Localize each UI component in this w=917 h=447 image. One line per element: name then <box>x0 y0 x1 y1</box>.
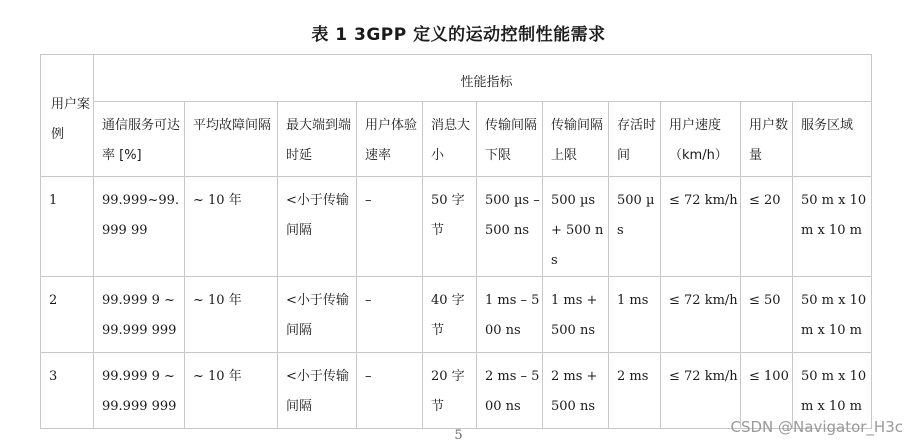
table-cell: 20 字节 <box>423 353 477 429</box>
table-cell: <小于传输间隔 <box>278 353 357 429</box>
table-cell: 1 ms – 500 ns <box>477 277 543 353</box>
table-cell: 2 ms – 500 ns <box>477 353 543 429</box>
case-number: 1 <box>41 177 94 277</box>
column-header: 用户体验速率 <box>357 102 423 177</box>
table-cell: 2 ms <box>609 353 661 429</box>
table-cell: 500 µs + 500 ns <box>543 177 609 277</box>
table-cell: ~ 10 年 <box>185 177 278 277</box>
table-cell: – <box>357 353 423 429</box>
table-cell: ≤ 100 <box>741 353 793 429</box>
table-cell: 2 ms + 500 ns <box>543 353 609 429</box>
table-cell: 50 m x 10 m x 10 m <box>793 353 872 429</box>
table-cell: 99.999 9 ~ 99.999 999 <box>94 277 185 353</box>
table-caption: 表 1 3GPP 定义的运动控制性能需求 <box>311 25 606 45</box>
table-cell: 50 字节 <box>423 177 477 277</box>
table-cell: <小于传输间隔 <box>278 177 357 277</box>
column-header: 存活时间 <box>609 102 661 177</box>
table-cell: 1 ms <box>609 277 661 353</box>
watermark: CSDN @Navigator_H3c <box>730 418 903 436</box>
table-cell: 500 µs <box>609 177 661 277</box>
page-number: 5 <box>454 428 463 443</box>
column-header: 通信服务可达率 [%] <box>94 102 185 177</box>
table-cell: 500 µs – 500 ns <box>477 177 543 277</box>
table-cell: <小于传输间隔 <box>278 277 357 353</box>
case-header: 用户案例 <box>41 55 94 177</box>
column-header: 传输间隔下限 <box>477 102 543 177</box>
table-cell: ≤ 50 <box>741 277 793 353</box>
table-cell: 50 m x 10 m x 10 m <box>793 177 872 277</box>
table-cell: 1 ms + 500 ns <box>543 277 609 353</box>
table-cell: ≤ 72 km/h <box>661 177 741 277</box>
case-number: 2 <box>41 277 94 353</box>
column-header: 传输间隔上限 <box>543 102 609 177</box>
table-cell: ~ 10 年 <box>185 353 278 429</box>
group-header: 性能指标 <box>94 55 872 102</box>
table-cell: – <box>357 277 423 353</box>
performance-table <box>40 54 872 429</box>
column-header: 最大端到端时延 <box>278 102 357 177</box>
column-header: 消息大小 <box>423 102 477 177</box>
table-cell: ≤ 72 km/h <box>661 277 741 353</box>
case-number: 3 <box>41 353 94 429</box>
table-cell: ~ 10 年 <box>185 277 278 353</box>
table-cell: 40 字节 <box>423 277 477 353</box>
column-header: 平均故障间隔 <box>185 102 278 177</box>
table-row <box>41 277 872 353</box>
table-cell: 99.999~99.999 99 <box>94 177 185 277</box>
table-row <box>41 177 872 277</box>
column-header: 服务区域 <box>793 102 872 177</box>
table-cell: 99.999 9 ~ 99.999 999 <box>94 353 185 429</box>
table-cell: ≤ 20 <box>741 177 793 277</box>
table-cell: 50 m x 10 m x 10 m <box>793 277 872 353</box>
column-header: 用户数量 <box>741 102 793 177</box>
column-header: 用户速度（km/h） <box>661 102 741 177</box>
table-cell: – <box>357 177 423 277</box>
table-cell: ≤ 72 km/h <box>661 353 741 429</box>
